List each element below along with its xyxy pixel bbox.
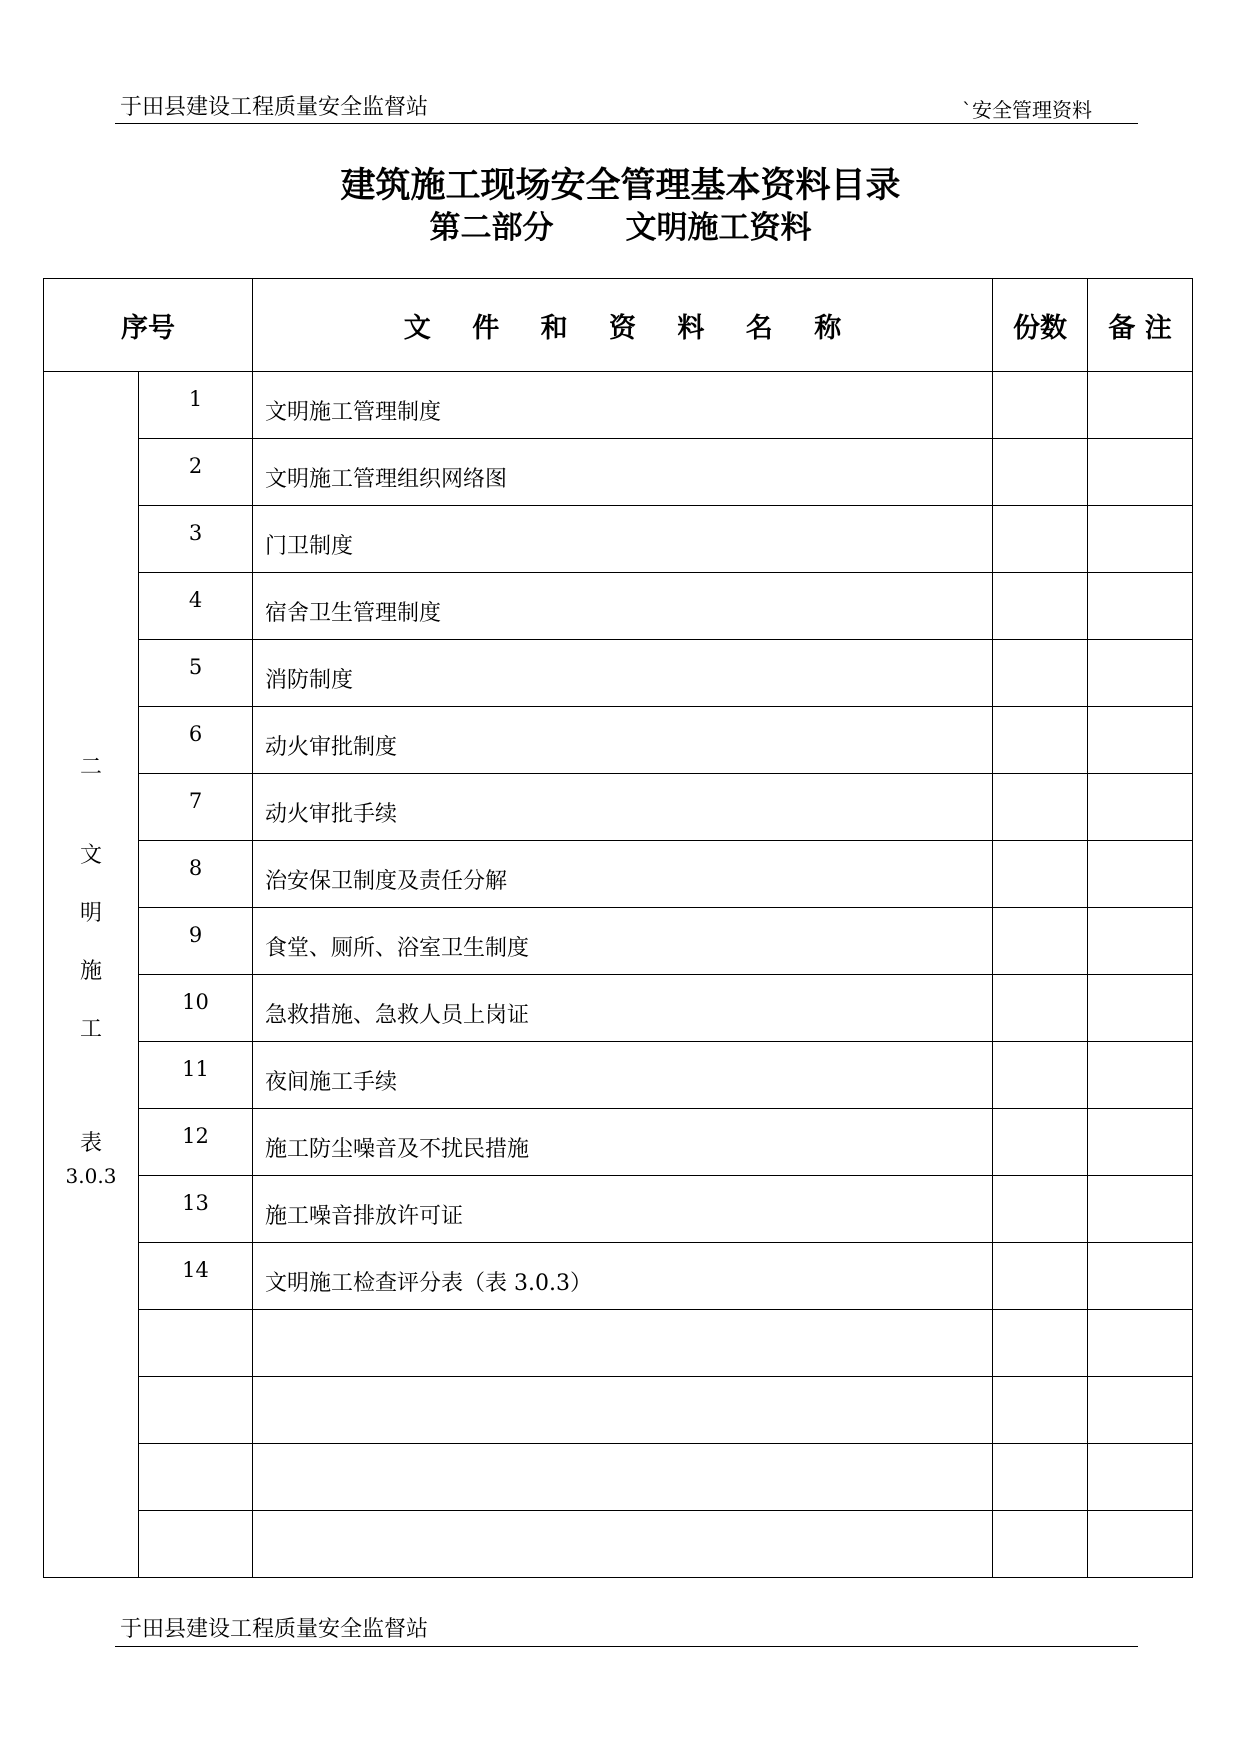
row-number: 6 bbox=[138, 706, 253, 774]
row-document-name bbox=[252, 1309, 993, 1377]
row-remarks-cell bbox=[1087, 505, 1193, 573]
section-label bbox=[43, 371, 139, 1578]
row-remarks-cell bbox=[1087, 1108, 1193, 1176]
row-document-name: 文明施工管理制度 bbox=[252, 371, 993, 439]
subtitle-name: 文明施工资料 bbox=[625, 210, 812, 246]
header-document-type: `安全管理资料 bbox=[962, 98, 1092, 122]
header-copies: 份数 bbox=[992, 278, 1088, 372]
row-document-name: 急救措施、急救人员上岗证 bbox=[252, 974, 993, 1042]
row-document-name: 文明施工管理组织网络图 bbox=[252, 438, 993, 506]
row-number: 2 bbox=[138, 438, 253, 506]
row-number bbox=[138, 1510, 253, 1578]
row-remarks-cell bbox=[1087, 639, 1193, 707]
row-document-name: 食堂、厕所、浴室卫生制度 bbox=[252, 907, 993, 975]
row-number bbox=[138, 1443, 253, 1511]
row-number: 13 bbox=[138, 1175, 253, 1243]
row-document-name: 消防制度 bbox=[252, 639, 993, 707]
row-remarks-cell bbox=[1087, 1242, 1193, 1310]
row-document-name: 动火审批手续 bbox=[252, 773, 993, 841]
row-remarks-cell bbox=[1087, 371, 1193, 439]
row-document-name bbox=[252, 1443, 993, 1511]
row-copies-cell bbox=[992, 1443, 1088, 1511]
row-remarks-cell bbox=[1087, 1309, 1193, 1377]
row-number: 1 bbox=[138, 371, 253, 439]
row-number: 11 bbox=[138, 1041, 253, 1109]
section-char: 二 bbox=[79, 755, 102, 780]
section-code: 3.0.3 bbox=[65, 1164, 117, 1188]
row-document-name: 动火审批制度 bbox=[252, 706, 993, 774]
page-title: 建筑施工现场安全管理基本资料目录 bbox=[340, 165, 901, 206]
row-number: 3 bbox=[138, 505, 253, 573]
header-name: 文 件 和 资 料 名 称 bbox=[252, 278, 993, 372]
row-number bbox=[138, 1309, 253, 1377]
subtitle-part: 第二部分 bbox=[429, 210, 554, 246]
header-rule bbox=[115, 123, 1138, 124]
row-remarks-cell bbox=[1087, 907, 1193, 975]
row-remarks-cell bbox=[1087, 1443, 1193, 1511]
row-copies-cell bbox=[992, 1108, 1088, 1176]
row-remarks-cell bbox=[1087, 1510, 1193, 1578]
row-copies-cell bbox=[992, 1309, 1088, 1377]
footer-rule bbox=[115, 1646, 1138, 1647]
row-number: 4 bbox=[138, 572, 253, 640]
header-remarks: 备 注 bbox=[1087, 278, 1193, 372]
row-copies-cell bbox=[992, 1242, 1088, 1310]
row-copies-cell bbox=[992, 840, 1088, 908]
row-number: 10 bbox=[138, 974, 253, 1042]
footer-organization: 于田县建设工程质量安全监督站 bbox=[120, 1617, 429, 1642]
row-remarks-cell bbox=[1087, 438, 1193, 506]
row-copies-cell bbox=[992, 974, 1088, 1042]
row-document-name: 施工防尘噪音及不扰民措施 bbox=[252, 1108, 993, 1176]
row-copies-cell bbox=[992, 1510, 1088, 1578]
row-number: 12 bbox=[138, 1108, 253, 1176]
row-number bbox=[138, 1376, 253, 1444]
row-document-name: 治安保卫制度及责任分解 bbox=[252, 840, 993, 908]
section-char: 施 bbox=[79, 959, 102, 984]
section-char: 工 bbox=[79, 1017, 102, 1042]
row-document-name: 施工噪音排放许可证 bbox=[252, 1175, 993, 1243]
row-remarks-cell bbox=[1087, 1041, 1193, 1109]
header-seq: 序号 bbox=[43, 278, 253, 372]
row-copies-cell bbox=[992, 907, 1088, 975]
row-number: 7 bbox=[138, 773, 253, 841]
row-document-name: 夜间施工手续 bbox=[252, 1041, 993, 1109]
row-remarks-cell bbox=[1087, 572, 1193, 640]
section-char: 表 bbox=[79, 1131, 102, 1156]
section-char: 文 bbox=[79, 843, 102, 868]
row-copies-cell bbox=[992, 706, 1088, 774]
row-remarks-cell bbox=[1087, 1376, 1193, 1444]
row-remarks-cell bbox=[1087, 773, 1193, 841]
row-document-name bbox=[252, 1510, 993, 1578]
row-number: 14 bbox=[138, 1242, 253, 1310]
row-copies-cell bbox=[992, 1175, 1088, 1243]
row-remarks-cell bbox=[1087, 974, 1193, 1042]
document-table bbox=[43, 278, 1193, 1578]
row-document-name: 宿舍卫生管理制度 bbox=[252, 572, 993, 640]
row-copies-cell bbox=[992, 438, 1088, 506]
row-copies-cell bbox=[992, 639, 1088, 707]
page-subtitle bbox=[0, 202, 1241, 247]
row-number: 9 bbox=[138, 907, 253, 975]
row-copies-cell bbox=[992, 773, 1088, 841]
row-document-name bbox=[252, 1376, 993, 1444]
row-copies-cell bbox=[992, 572, 1088, 640]
header-organization: 于田县建设工程质量安全监督站 bbox=[120, 95, 429, 120]
row-copies-cell bbox=[992, 371, 1088, 439]
row-number: 8 bbox=[138, 840, 253, 908]
row-copies-cell bbox=[992, 505, 1088, 573]
section-char: 明 bbox=[79, 901, 102, 926]
row-document-name: 文明施工检查评分表（表 3.0.3） bbox=[252, 1242, 993, 1310]
row-copies-cell bbox=[992, 1041, 1088, 1109]
row-remarks-cell bbox=[1087, 706, 1193, 774]
row-number: 5 bbox=[138, 639, 253, 707]
row-copies-cell bbox=[992, 1376, 1088, 1444]
row-remarks-cell bbox=[1087, 840, 1193, 908]
row-remarks-cell bbox=[1087, 1175, 1193, 1243]
row-document-name: 门卫制度 bbox=[252, 505, 993, 573]
